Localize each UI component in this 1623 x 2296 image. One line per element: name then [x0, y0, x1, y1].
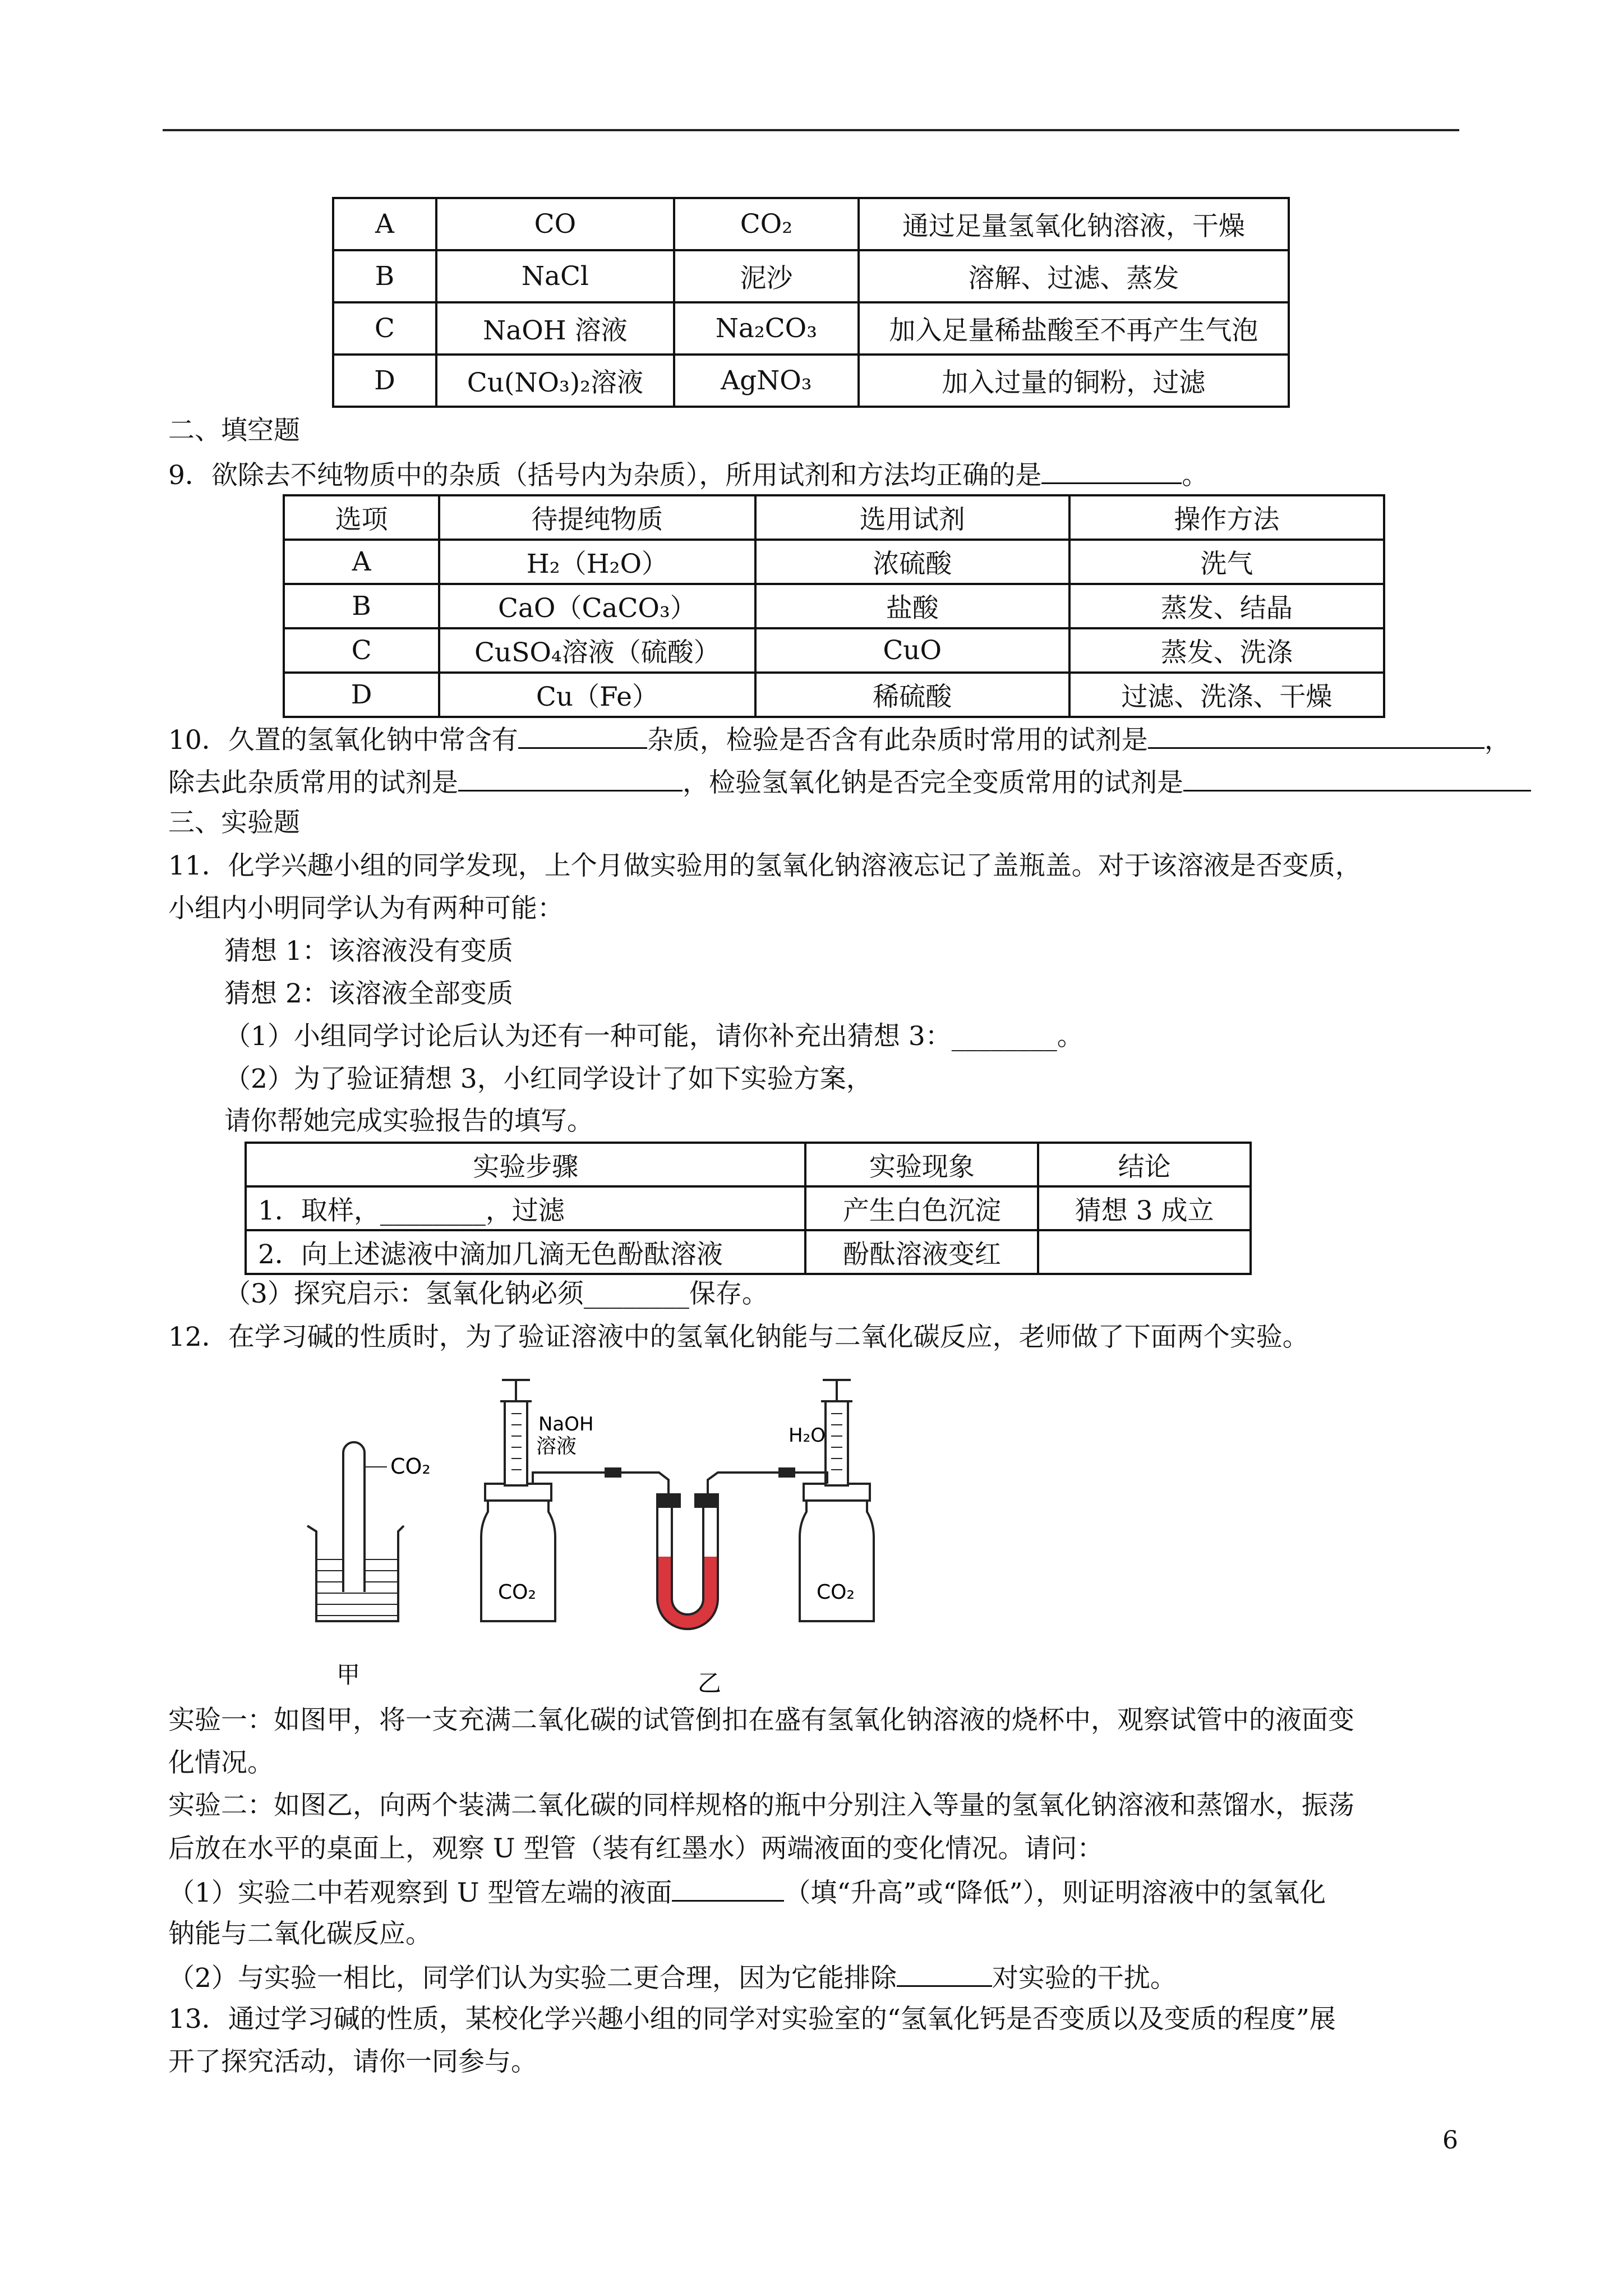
- co2-left-label: CO₂: [498, 1581, 536, 1604]
- table-row: [333, 355, 1289, 407]
- section-heading-fill: 二、填空题: [168, 415, 300, 446]
- cell: 泥沙: [674, 250, 859, 302]
- header-cell: 选项: [284, 495, 439, 540]
- table-row: [333, 302, 1289, 355]
- cell: 加入足量稀盐酸至不再产生气泡: [859, 302, 1289, 355]
- q12-text: （1）实验二中若观察到 U 型管左端的液面: [168, 1878, 672, 1908]
- q10-text: ，检验氢氧化钠是否完全变质常用的试剂是: [683, 767, 1183, 798]
- section-heading-experiment: 三、实验题: [168, 807, 300, 838]
- cell: 溶解、过滤、蒸发: [859, 250, 1289, 302]
- q10-text: 除去此杂质常用的试剂是: [168, 767, 458, 798]
- q9-end: 。: [1182, 460, 1209, 491]
- cell: 酚酞溶液变红: [805, 1230, 1038, 1274]
- cell: 产生白色沉淀: [805, 1186, 1038, 1230]
- table-header-row: [284, 495, 1384, 540]
- cell: C: [333, 302, 436, 355]
- header-cell: 实验步骤: [246, 1143, 805, 1186]
- header-cell: 选用试剂: [755, 495, 1069, 540]
- cell: 1．取样，________，过滤: [246, 1186, 805, 1230]
- beaker-apparatus: [307, 1442, 404, 1621]
- cell: D: [333, 355, 436, 407]
- question-10-line-2: [168, 764, 1531, 800]
- cell: B: [333, 250, 436, 302]
- table-row: [333, 198, 1289, 250]
- header-cell: 结论: [1038, 1143, 1251, 1186]
- table-purification-1: [332, 197, 1290, 408]
- table-row: [246, 1230, 1251, 1274]
- cell: 盐酸: [755, 584, 1069, 628]
- cell: CuSO₄溶液（硫酸）: [439, 628, 755, 673]
- cell: 蒸发、洗涤: [1069, 628, 1384, 673]
- q13-line-2: 开了探究活动，请你一同参与。: [168, 2046, 537, 2077]
- question-10-line-1: [168, 721, 1511, 758]
- naoh-label: NaOH: [538, 1413, 594, 1435]
- cell: A: [333, 198, 436, 250]
- q12-exp1-a: 实验一：如图甲，将一支充满二氧化碳的试管倒扣在盛有氢氧化钠溶液的烧杯中，观察试管中的液面变: [168, 1705, 1354, 1736]
- cell: NaOH 溶液: [436, 302, 674, 355]
- q12-line-1: 12．在学习碱的性质时，为了验证溶液中的氢氧化钠能与二氧化碳反应，老师做了下面两个实验。: [168, 1322, 1309, 1352]
- q9-text: 9．欲除去不纯物质中的杂质（括号内为杂质），所用试剂和方法均正确的是: [168, 460, 1042, 491]
- figure-label-jia: 甲: [336, 1661, 361, 1688]
- q10-text: 10．久置的氢氧化钠中常含有: [168, 725, 518, 756]
- answer-blank: [1148, 721, 1484, 749]
- q11-line-2: 小组内小明同学认为有两种可能：: [168, 893, 564, 924]
- q11-line-1: 11．化学兴趣小组的同学发现，上个月做实验用的氢氧化钠溶液忘记了盖瓶盖。对于该溶液是否变质，: [168, 850, 1362, 881]
- q12-text: 对实验的干扰。: [992, 1963, 1177, 1994]
- cell: C: [284, 628, 439, 673]
- cell: 加入过量的铜粉，过滤: [859, 355, 1289, 407]
- cell: 过滤、洗涤、干燥: [1069, 673, 1384, 717]
- cell: 浓硫酸: [755, 540, 1069, 584]
- experiment-figure: [292, 1369, 953, 1705]
- q12-answer-2: [168, 1959, 1177, 1996]
- q12-text: （填“升高”或“降低”），则证明溶液中的氢氧化: [784, 1878, 1326, 1908]
- cell: 蒸发、结晶: [1069, 584, 1384, 628]
- cell: CO₂: [674, 198, 859, 250]
- cell: H₂（H₂O）: [439, 540, 755, 584]
- q13-line-1: 13．通过学习碱的性质，某校化学兴趣小组的同学对实验室的“氢氧化钙是否变质以及变质的程度”展: [168, 2004, 1336, 2035]
- co2-tube-label: CO₂: [390, 1454, 431, 1479]
- table-row: [333, 250, 1289, 302]
- cell: [1038, 1230, 1251, 1274]
- answer-blank: [897, 1959, 992, 1987]
- answer-blank: [1041, 457, 1182, 484]
- page-number: 6: [1442, 2126, 1458, 2155]
- answer-blank: [1183, 764, 1531, 792]
- q12-answer-1: [168, 1874, 1326, 1911]
- q11-sub-2b: 请你帮她完成实验报告的填写。: [224, 1106, 593, 1137]
- table-header-row: [246, 1143, 1251, 1186]
- cell: Na₂CO₃: [674, 302, 859, 355]
- q11-sub-1: （1）小组同学讨论后认为还有一种可能，请你补充出猜想 3：________。: [224, 1021, 1083, 1052]
- cell: AgNO₃: [674, 355, 859, 407]
- table-row: [284, 540, 1384, 584]
- table-experiment-report: [245, 1142, 1252, 1275]
- cell: A: [284, 540, 439, 584]
- cell: 2．向上述滤液中滴加几滴无色酚酞溶液: [246, 1230, 805, 1274]
- cell: Cu（Fe）: [439, 673, 755, 717]
- header-rule: [163, 129, 1459, 131]
- co2-right-label: CO₂: [817, 1581, 855, 1604]
- cell: CO: [436, 198, 674, 250]
- q10-text: ，: [1484, 725, 1511, 756]
- water-label: H₂O: [789, 1424, 826, 1447]
- q11-guess-1: 猜想 1：该溶液没有变质: [224, 936, 513, 967]
- cell: NaCl: [436, 250, 674, 302]
- table-row: [284, 628, 1384, 673]
- header-cell: 实验现象: [805, 1143, 1038, 1186]
- cell: 猜想 3 成立: [1038, 1186, 1251, 1230]
- answer-blank: [518, 721, 647, 749]
- cell: D: [284, 673, 439, 717]
- header-cell: 操作方法: [1069, 495, 1384, 540]
- table-row: [284, 673, 1384, 717]
- cell: CaO（CaCO₃）: [439, 584, 755, 628]
- solution-label: 溶液: [536, 1435, 577, 1458]
- table-row: [246, 1186, 1251, 1230]
- cell: CuO: [755, 628, 1069, 673]
- header-cell: 待提纯物质: [439, 495, 755, 540]
- answer-blank: [458, 764, 683, 792]
- cell: 通过足量氢氧化钠溶液，干燥: [859, 198, 1289, 250]
- q11-sub-3: （3）探究启示：氢氧化钠必须________保存。: [224, 1278, 768, 1309]
- q12-exp1-b: 化情况。: [168, 1747, 274, 1778]
- q12-answer-1c: 钠能与二氧化碳反应。: [168, 1918, 432, 1949]
- question-9: [168, 457, 1208, 493]
- answer-blank: [672, 1874, 784, 1902]
- u-tube-red-ink: [657, 1557, 718, 1629]
- q12-exp2-a: 实验二：如图乙，向两个装满二氧化碳的同样规格的瓶中分别注入等量的氢氧化钠溶液和蒸馏水，振荡: [168, 1790, 1354, 1821]
- q11-guess-2: 猜想 2：该溶液全部变质: [224, 978, 513, 1009]
- figure-label-yi: 乙: [698, 1669, 722, 1697]
- q12-text: （2）与实验一相比，同学们认为实验二更合理，因为它能排除: [168, 1963, 897, 1994]
- q11-sub-2: （2）为了验证猜想 3，小红同学设计了如下实验方案，: [224, 1064, 873, 1094]
- cell: Cu(NO₃)₂溶液: [436, 355, 674, 407]
- q12-exp2-b: 后放在水平的桌面上，观察 U 型管（装有红墨水）两端液面的变化情况。请问：: [168, 1833, 1104, 1864]
- table-row: [284, 584, 1384, 628]
- q10-text: 杂质，检验是否含有此杂质时常用的试剂是: [647, 725, 1148, 756]
- cell: 稀硫酸: [755, 673, 1069, 717]
- cell: 洗气: [1069, 540, 1384, 584]
- cell: B: [284, 584, 439, 628]
- table-purification-2: [283, 494, 1385, 718]
